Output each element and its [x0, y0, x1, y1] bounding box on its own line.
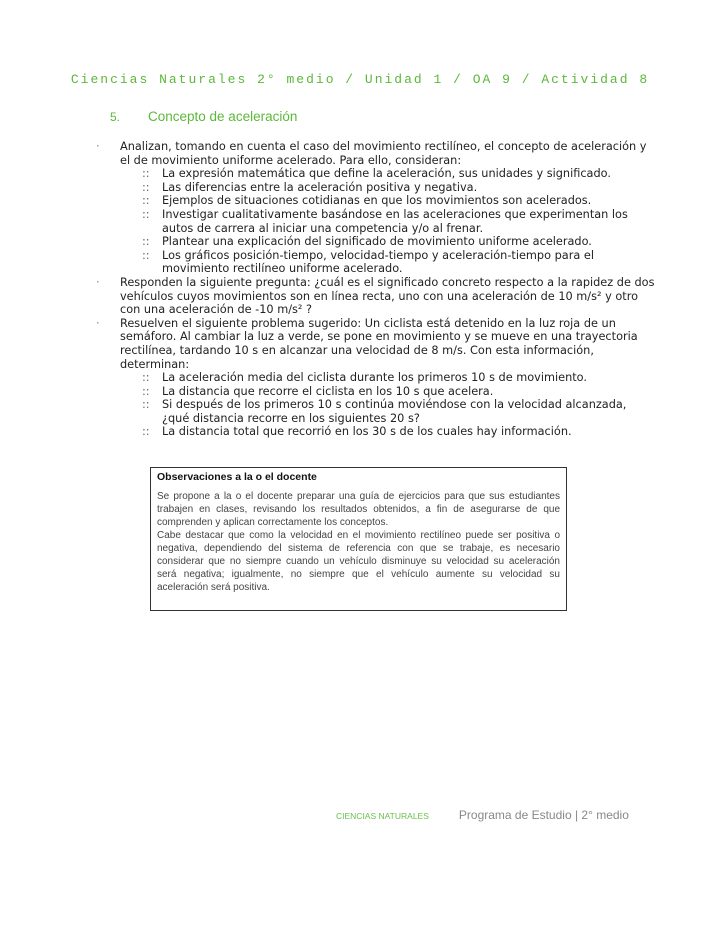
item-text: Analizan, tomando en cuenta el caso del movimiento rectilíneo, el concepto de aceleración y el de movimiento uniforme acelerado. Para ello, consideran: [120, 140, 647, 167]
sub-item [96, 371, 656, 385]
bullet-icon: :: [142, 235, 150, 249]
sub-item-text: Investigar cualitativamente basándose en las aceleraciones que experimentan los autos de carrera al iniciar una competencia y/o al frenar. [162, 207, 628, 235]
footer-program: Programa de Estudio | 2° medio [458, 808, 629, 822]
sub-item-text: La distancia que recorre el ciclista en los 10 s que acelera. [162, 384, 494, 398]
bullet-icon: :: [142, 248, 150, 262]
sub-item-text: La distancia total que recorrió en los 30 s de los cuales hay información. [162, 425, 572, 439]
bullet-icon: :: [142, 425, 150, 439]
sub-item-text: Las diferencias entre la aceleración positiva y negativa. [162, 180, 478, 194]
sub-item [96, 167, 656, 181]
footer-subject: CIENCIAS NATURALES [336, 811, 429, 821]
list-item [96, 140, 656, 167]
bullet-icon: · [96, 316, 100, 330]
sub-item-text: Los gráficos posición-tiempo, velocidad-tiempo y aceleración-tiempo para el movimiento rectilíneo uniforme acelerado. [162, 248, 594, 276]
section-number: 5. [110, 110, 121, 124]
sub-item [96, 425, 656, 439]
sub-item-text: La aceleración media del ciclista durante los primeros 10 s de movimiento. [162, 371, 587, 385]
bullet-icon: :: [142, 194, 150, 208]
page-header: Ciencias Naturales 2° medio / Unidad 1 / OA 9 / Actividad 8 [70, 72, 650, 87]
notes-title: Observaciones a la o el docente [157, 471, 317, 483]
item-text: Resuelven el siguiente problema sugerido: Un ciclista está detenido en la luz roja de un semáforo. Al cambiar la luz a verde, se pone en movimiento y se mueve en una trayectoria rectilínea, tardando 10 s en alcanzar una velocidad de 8 m/s. Con esta información, determinan: [120, 316, 638, 371]
sub-item [96, 398, 656, 425]
bullet-icon: :: [142, 167, 150, 181]
bullet-icon: :: [142, 384, 150, 398]
item-text: Responden la siguiente pregunta: ¿cuál es el significado concreto respecto a la rapidez de dos vehículos cuyos movimientos son en línea recta, uno con una aceleración de 10 m/s² y otro con una aceleración de -10 m/s² ? [120, 275, 655, 317]
section-title: Concepto de aceleración [148, 109, 298, 124]
bullet-icon: :: [142, 398, 150, 412]
sub-item [96, 385, 656, 399]
bullet-icon: · [96, 140, 100, 153]
notes-paragraph: Se propone a la o el docente preparar una guía de ejercicios para que sus estudiantes trabajen en clases, revisando los resultados obtenidos, a fin de asegurarse de que comprenden y aplican correctamente los conceptos. [157, 491, 560, 528]
bullet-icon: :: [142, 180, 150, 194]
notes-paragraph: Cabe destacar que como la velocidad en el movimiento rectilíneo puede ser positiva o negativa, dependiendo del sistema de referencia con que se trabaje, es necesario considerar que no siempre cuando un vehículo disminuye su velocidad su aceleración será negativa; igualmente, no siempre que el vehículo aumente su velocidad su aceleración será positiva. [157, 530, 560, 593]
sub-item [96, 208, 656, 235]
sub-item-text: Plantear una explicación del significado de movimiento uniforme acelerado. [162, 235, 592, 249]
sub-item-text: Si después de los primeros 10 s continúa moviéndose con la velocidad alcanzada, ¿qué distancia recorre en los siguientes 20 s? [162, 398, 627, 425]
bullet-icon: :: [142, 371, 150, 385]
teacher-notes-box [150, 467, 567, 611]
list-item [96, 276, 656, 317]
sub-item [96, 194, 656, 208]
sub-item [96, 249, 656, 276]
sub-item [96, 181, 656, 195]
sub-item-text: Ejemplos de situaciones cotidianas en que los movimientos son acelerados. [162, 194, 592, 208]
sub-item [96, 235, 656, 249]
bullet-icon: · [96, 275, 100, 289]
sub-item-text: La expresión matemática que define la aceleración, sus unidades y significado. [162, 167, 611, 181]
bullet-icon: :: [142, 207, 150, 221]
list-item [96, 317, 656, 371]
page-footer [336, 806, 629, 824]
activity-list [96, 140, 656, 439]
